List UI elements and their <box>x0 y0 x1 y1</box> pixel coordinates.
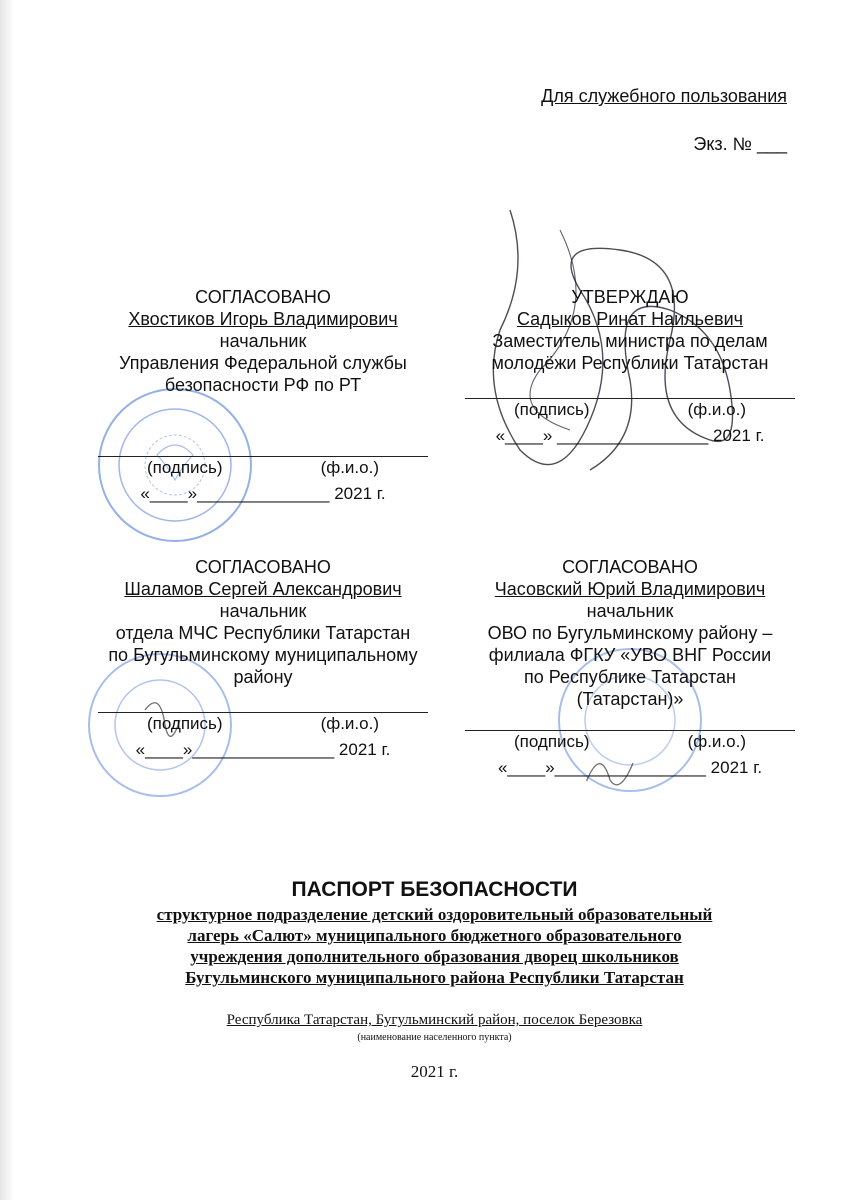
approver-name: Шаламов Сергей Александрович <box>124 579 402 599</box>
approver-name: Садыков Ринат Наильевич <box>516 309 744 329</box>
approver-org-line: безопасности РФ по РТ <box>164 375 362 395</box>
locality-caption: (наименование населенного пункта) <box>357 1032 512 1043</box>
approval-status: СОГЛАСОВАНО <box>562 557 698 577</box>
date-line: «____»_______________ 2021 г. <box>135 740 391 759</box>
approver-org-line: ОВО по Бугульминскому району – <box>487 623 773 643</box>
scan-edge-shadow <box>0 0 14 1200</box>
approver-org-line: по Республике Татарстан <box>524 667 736 687</box>
approver-name: Хвостиков Игорь Владимирович <box>128 309 398 329</box>
approver-position: начальник <box>219 331 307 351</box>
subtitle-line: структурное подразделение детский оздоровительный образовательный <box>156 905 713 924</box>
approver-org-line: по Бугульминскому муниципальному <box>108 645 418 665</box>
locality-value: Республика Татарстан, Бугульминский район, поселок Березовка <box>226 1012 643 1028</box>
document-title: ПАСПОРТ БЕЗОПАСНОСТИ <box>291 878 578 901</box>
fio-label: (ф.и.о.) <box>687 400 746 419</box>
approval-status: СОГЛАСОВАНО <box>195 287 331 307</box>
signature-line <box>98 692 428 713</box>
locality <box>60 1012 809 1029</box>
signature-label: (подпись) <box>146 458 223 477</box>
signature-label: (подпись) <box>513 400 590 419</box>
date-line: «____»________________ 2021 г. <box>497 758 763 777</box>
signature-line <box>465 710 795 731</box>
approval-block-ministry <box>465 286 795 447</box>
fio-label: (ф.и.о.) <box>687 732 746 751</box>
subtitle-line: Бугульминского муниципального района Республики Татарстан <box>185 968 684 987</box>
approver-org-line: Управления Федеральной службы <box>119 353 407 373</box>
fio-label: (ф.и.о.) <box>320 458 379 477</box>
subtitle-line: учреждения дополнительного образования дворец школьников <box>190 947 679 966</box>
signature-label: (подпись) <box>146 714 223 733</box>
date-line: «____» ________________ 2021 г. <box>495 426 765 445</box>
document-year: 2021 г. <box>410 1062 459 1081</box>
approver-name: Часовский Юрий Владимирович <box>494 579 766 599</box>
document-subtitle <box>60 904 809 988</box>
signature-line <box>98 436 428 457</box>
approval-block-ovo <box>465 556 795 779</box>
date-line: «____»______________ 2021 г. <box>140 484 386 503</box>
approver-position: Заместитель министра по делам <box>492 331 768 351</box>
fio-label: (ф.и.о.) <box>320 714 379 733</box>
approver-org-line: молодёжи Республики Татарстан <box>491 353 769 373</box>
approver-org-line: отдела МЧС Республики Татарстан <box>115 623 411 643</box>
approval-status: СОГЛАСОВАНО <box>195 557 331 577</box>
approver-org-line: филиала ФГКУ «УВО ВНГ России <box>488 645 772 665</box>
approver-org-line: (Татарстан)» <box>576 689 684 709</box>
signature-label: (подпись) <box>513 732 590 751</box>
approval-status: УТВЕРЖДАЮ <box>571 287 689 307</box>
approver-position: начальник <box>586 601 674 621</box>
copy-number: Экз. № ___ <box>693 134 787 154</box>
approver-position: начальник <box>219 601 307 621</box>
approval-block-fsb <box>98 286 428 505</box>
approver-org-line: району <box>233 667 293 687</box>
approval-block-mchs <box>98 556 428 761</box>
signature-line <box>465 378 795 399</box>
classification-label: Для служебного пользования <box>541 86 787 106</box>
subtitle-line: лагерь «Салют» муниципального бюджетного образовательного <box>187 926 682 945</box>
